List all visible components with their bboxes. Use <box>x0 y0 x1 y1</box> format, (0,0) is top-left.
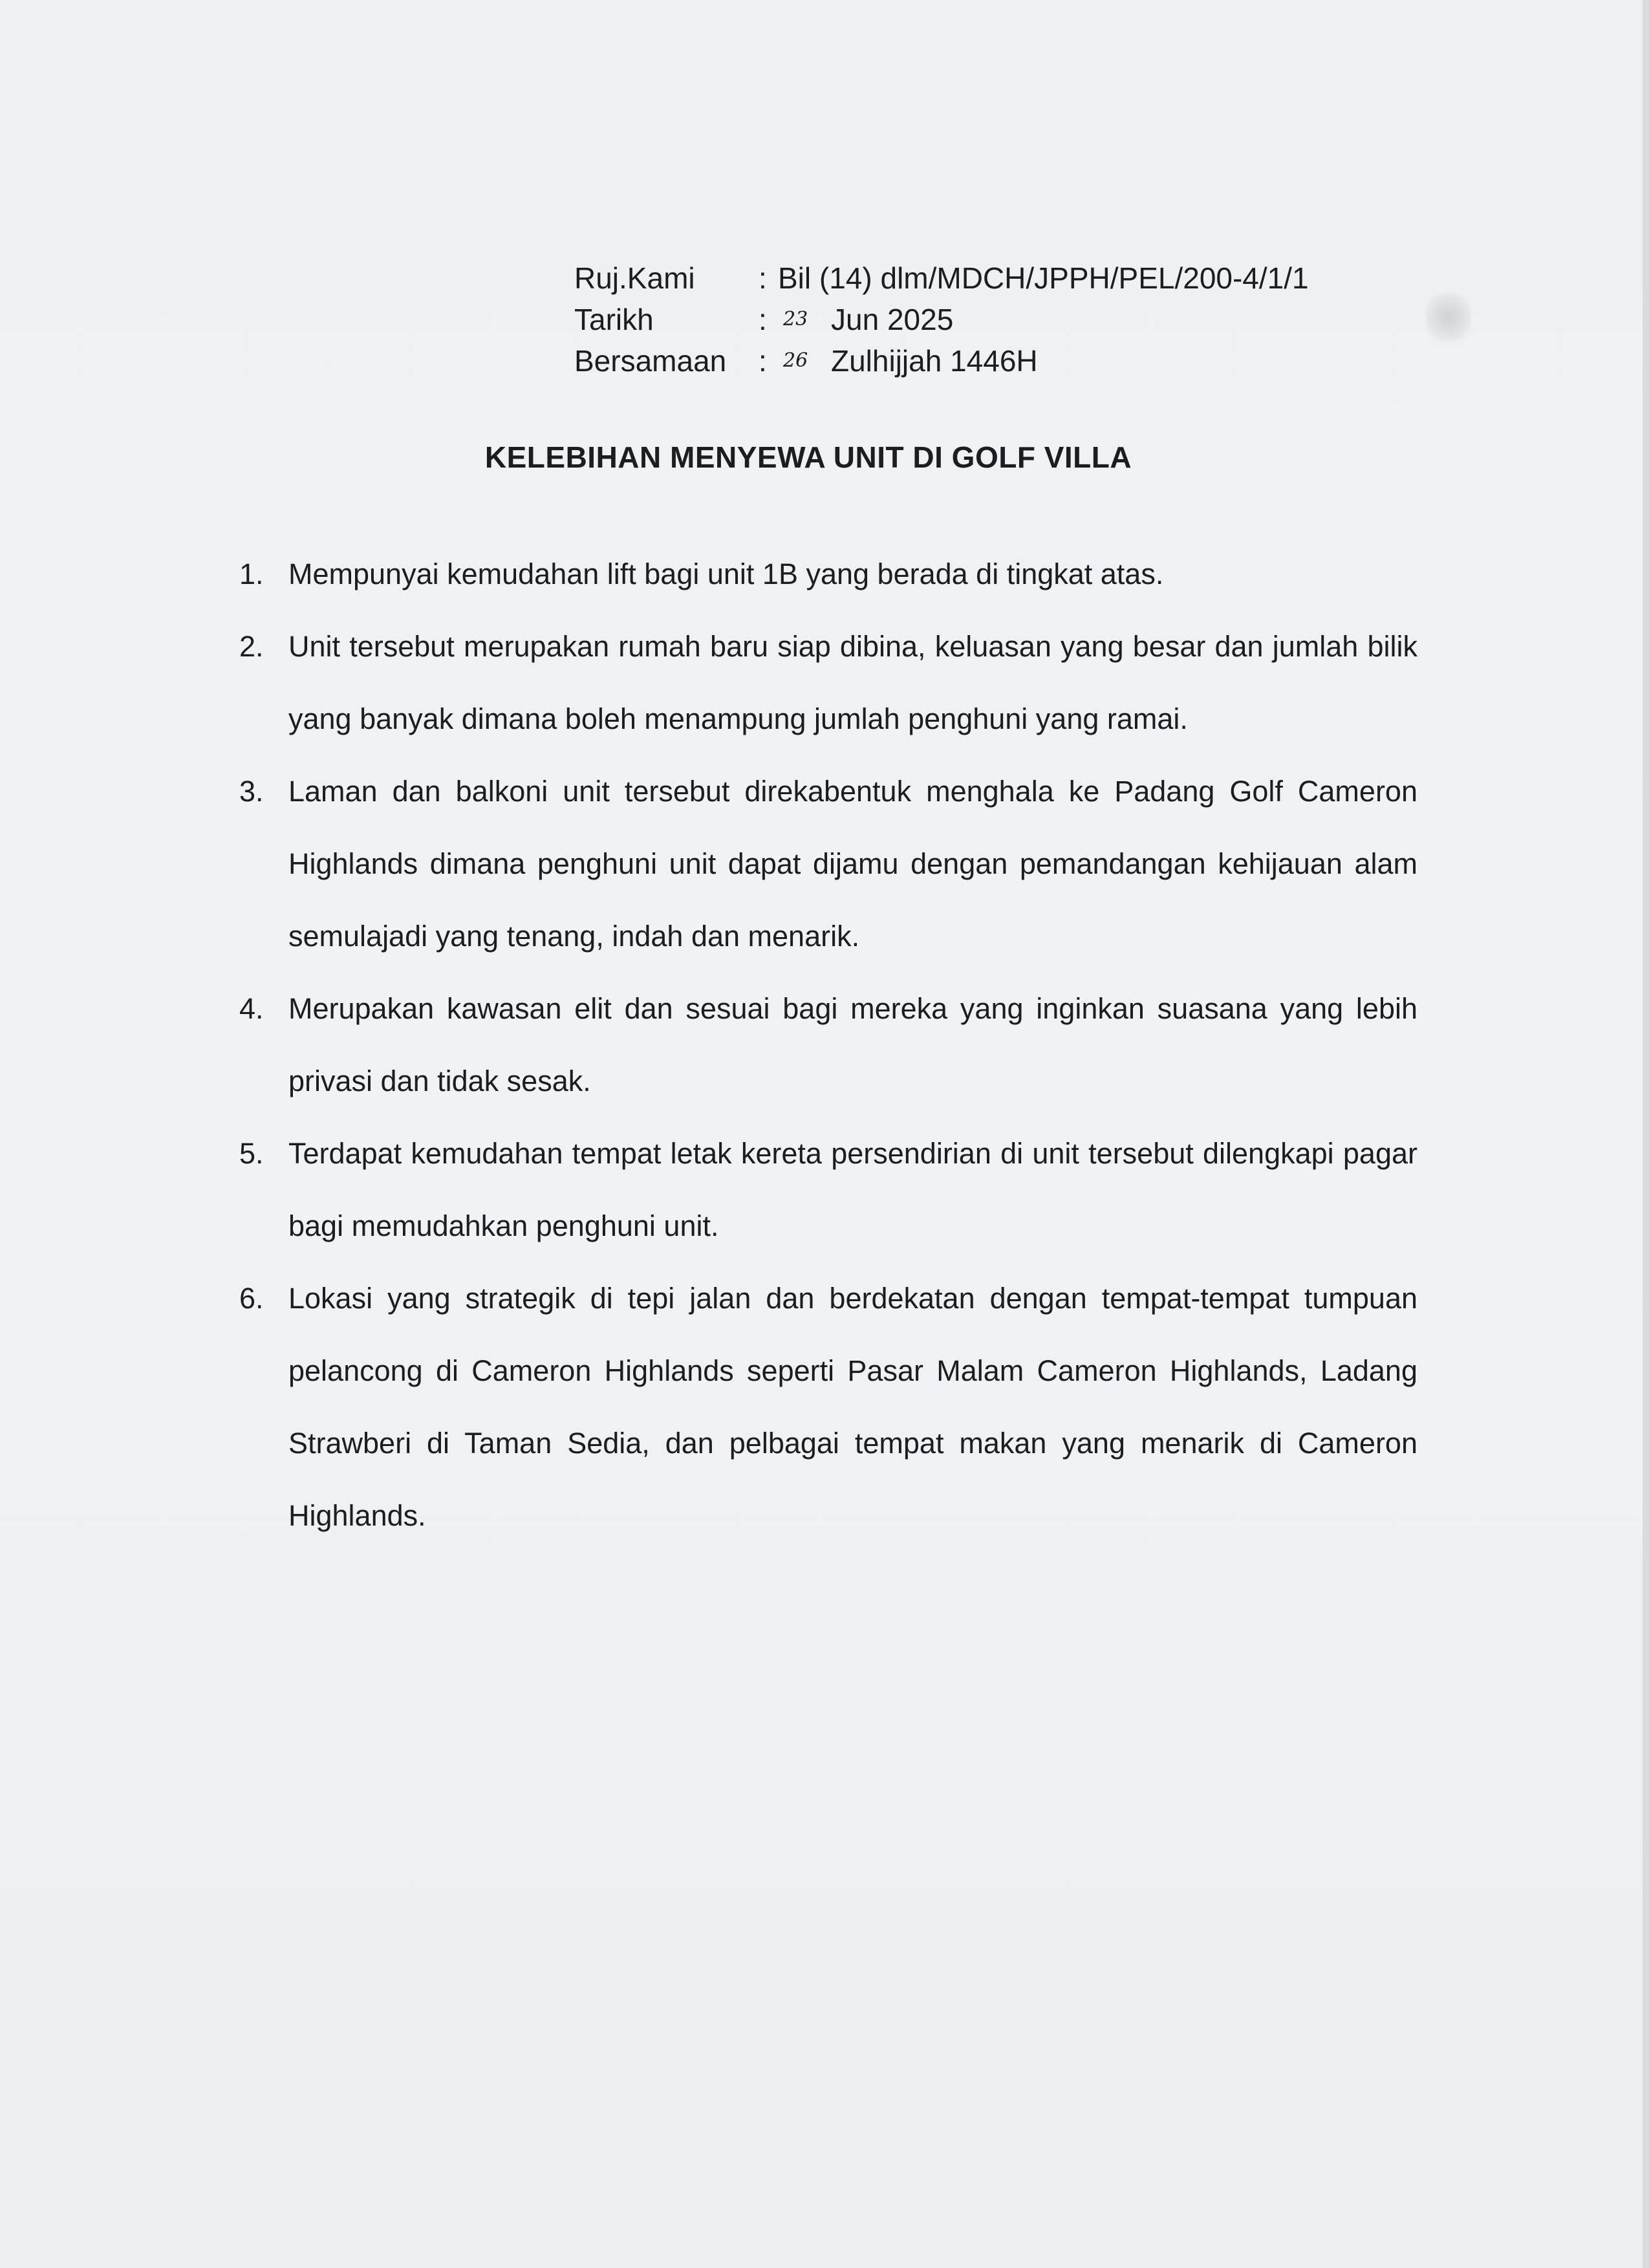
item-text: Laman dan balkoni unit tersebut direkabentuk menghala ke Padang Golf Cameron Highlands dimana penghuni unit dapat dijamu dengan pemandangan kehijauan alam semulajadi yang tenang, indah dan menarik. <box>288 775 1417 953</box>
header-label: Bersamaan <box>574 344 727 378</box>
list-item <box>239 1118 1417 1262</box>
header-label: Tarikh <box>574 303 654 336</box>
item-text: Merupakan kawasan elit dan sesuai bagi mereka yang inginkan suasana yang lebih privasi dan tidak sesak. <box>288 992 1417 1097</box>
reference-header <box>574 257 1309 382</box>
list-item <box>239 1262 1417 1552</box>
item-number: 3. <box>239 775 264 808</box>
item-text: Mempunyai kemudahan lift bagi unit 1B yang berada di tingkat atas. <box>288 557 1164 590</box>
item-number: 1. <box>239 557 264 590</box>
item-number: 2. <box>239 630 264 663</box>
header-colon: : <box>759 344 767 378</box>
handwritten-day: 23 <box>783 308 808 330</box>
date-value: Jun 2025 <box>831 303 954 336</box>
handwritten-day: 26 <box>783 349 808 372</box>
header-row-hijri-date <box>574 340 1309 382</box>
item-text: Terdapat kemudahan tempat letak kereta persendirian di unit tersebut dilengkapi pagar bagi memudahkan penghuni unit. <box>288 1137 1417 1242</box>
list-item <box>239 538 1417 610</box>
ink-smudge <box>1426 288 1471 346</box>
header-row-date <box>574 299 1309 340</box>
item-number: 4. <box>239 992 264 1025</box>
header-row-reference <box>574 257 1309 299</box>
header-colon: : <box>759 303 767 336</box>
list-item <box>239 610 1417 755</box>
document-title: KELEBIHAN MENYEWA UNIT DI GOLF VILLA <box>484 440 1132 474</box>
item-text: Lokasi yang strategik di tepi jalan dan berdekatan dengan tempat-tempat tumpuan pelancong di Cameron Highlands seperti Pasar Malam Cameron Highlands, Ladang Strawberi di Taman Sedia, dan pelbagai tempat makan yang menarik di Cameron Highlands. <box>288 1282 1417 1532</box>
item-number: 5. <box>239 1137 264 1170</box>
item-number: 6. <box>239 1282 264 1315</box>
header-colon: : <box>759 261 767 295</box>
hijri-date-value: Zulhijjah 1446H <box>831 344 1038 378</box>
list-item <box>239 973 1417 1118</box>
header-label: Ruj.Kami <box>574 261 695 295</box>
item-text: Unit tersebut merupakan rumah baru siap dibina, keluasan yang besar dan jumlah bilik yang banyak dimana boleh menampung jumlah penghuni yang ramai. <box>288 630 1417 735</box>
page-edge-shadow <box>1643 0 1649 2268</box>
benefits-list <box>239 538 1417 1552</box>
list-item <box>239 755 1417 973</box>
reference-number: Bil (14) dlm/MDCH/JPPH/PEL/200-4/1/1 <box>778 261 1309 295</box>
